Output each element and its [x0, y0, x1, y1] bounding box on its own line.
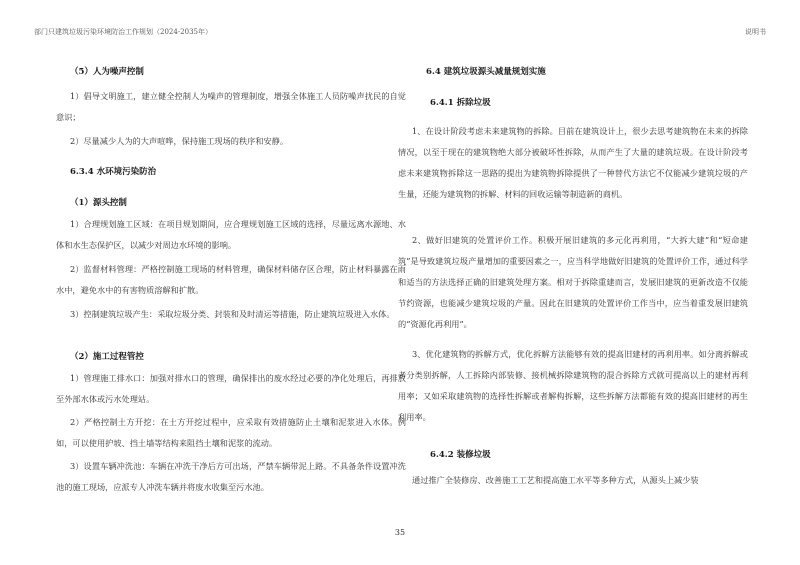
paragraph-decoration-1: 通过推广全装修房、改善施工工艺和提高施工水平等多种方式，从源头上减少装 — [412, 475, 699, 485]
section-heading-source: （1）源头控制 — [70, 198, 127, 208]
header-doc-type: 说明书 — [745, 28, 766, 36]
paragraph-process-1: 1）管理施工排水口：加强对排水口的管理，确保排出的废水经过必要的净化处理后，再排放至外部水体或污水处理站。 — [56, 373, 406, 404]
header-doc-title: 部门只建筑垃圾污染环境防治工作规划（2024-2035年） — [34, 28, 212, 36]
paragraph-demolition-2: 2、做好旧建筑的处置评价工作。积极开展旧建筑的多元化再利用，“大拆大建”和“短命建筑”是导致建筑垃圾产量增加的重要因素之一，应当科学地做好旧建筑的处置评价工作，通过科学和适当的方法选择正确的旧建筑处理方案。相对于拆除重建而言，发展旧建筑的更新改造不仅能节约资源，也能减少建筑垃圾的产量。因此在旧建筑的处置评价工作当中，应当着重发展旧建筑的“资源化再利用”。 — [398, 235, 748, 329]
section-heading-process: （2）施工过程管控 — [70, 352, 144, 362]
paragraph-source-2: 2）监督材料管理：严格控制施工现场的材料管理，确保材料储存区合理，防止材料暴露在雨水中，避免水中的有害物质溶解和扩散。 — [56, 264, 406, 295]
paragraph-process-2: 2）严格控制土方开挖：在土方开挖过程中，应采取有效措施防止土壤和泥浆进入水体。例如，可以使用护坡、挡土墙等结构来阻挡土壤和泥浆的流动。 — [56, 417, 406, 448]
section-heading-water: 6.3.4 水环境污染防治 — [70, 167, 157, 177]
section-heading-noise: （5）人为噪声控制 — [70, 67, 144, 77]
section-heading-decoration: 6.4.2 装修垃圾 — [430, 450, 491, 460]
paragraph-noise-2: 2）尽量减少人为的大声喧哗，保持施工现场的秩序和安静。 — [70, 136, 289, 146]
paragraph-source-3: 3）控制建筑垃圾产生：采取垃圾分类、封装和及时清运等措施，防止建筑垃圾进入水体。 — [70, 309, 395, 319]
paragraph-source-1: 1）合理规划施工区域：在项目规划期间，应合理规划施工区域的选择，尽量远离水源地、水体和水生态保护区，以减少对周边水环境的影响。 — [56, 219, 406, 250]
paragraph-process-3: 3）设置车辆冲洗池：车辆在冲洗干净后方可出场，严禁车辆带泥上路。不具备条件设置冲洗池的施工现场，应派专人冲洗车辆并将废水收集至污水池。 — [56, 461, 406, 492]
paragraph-demolition-3: 3、优化建筑物的拆解方式，优化拆解方法能够有效的提高旧建材的再利用率。如分离拆解或者分类别拆解，人工拆除内部装修、接机械拆除建筑物的混合拆除方式就可提高以上的建材再利用率；又如采取建筑物的选择性拆解或者解构拆解，这些拆解方法都能有效的提高旧建材的再生利用率。 — [398, 349, 748, 422]
page-number: 35 — [394, 528, 406, 537]
paragraph-noise-1: 1）倡导文明施工，建立健全控制人为噪声的管理制度，增强全体施工人员防噪声扰民的自觉意识； — [56, 91, 406, 122]
section-heading-reduction: 6.4 建筑垃圾源头减量规划实施 — [426, 67, 546, 77]
paragraph-demolition-1: 1、在设计阶段考虑未来建筑物的拆除。目前在建筑设计上，很少去思考建筑物在未来的拆除情况，以至于现在的建筑物绝大部分被破坏性拆除，从而产生了大量的建筑垃圾。在设计阶段考虑未来建筑物拆除这一思路的提出为建筑物拆除提供了一种替代方法它不仅能减少建筑垃圾的产生量，还能为建筑物的拆解、材料的回收运输等制造新的商机。 — [398, 126, 748, 199]
section-heading-demolition: 6.4.1 拆除垃圾 — [430, 98, 491, 108]
